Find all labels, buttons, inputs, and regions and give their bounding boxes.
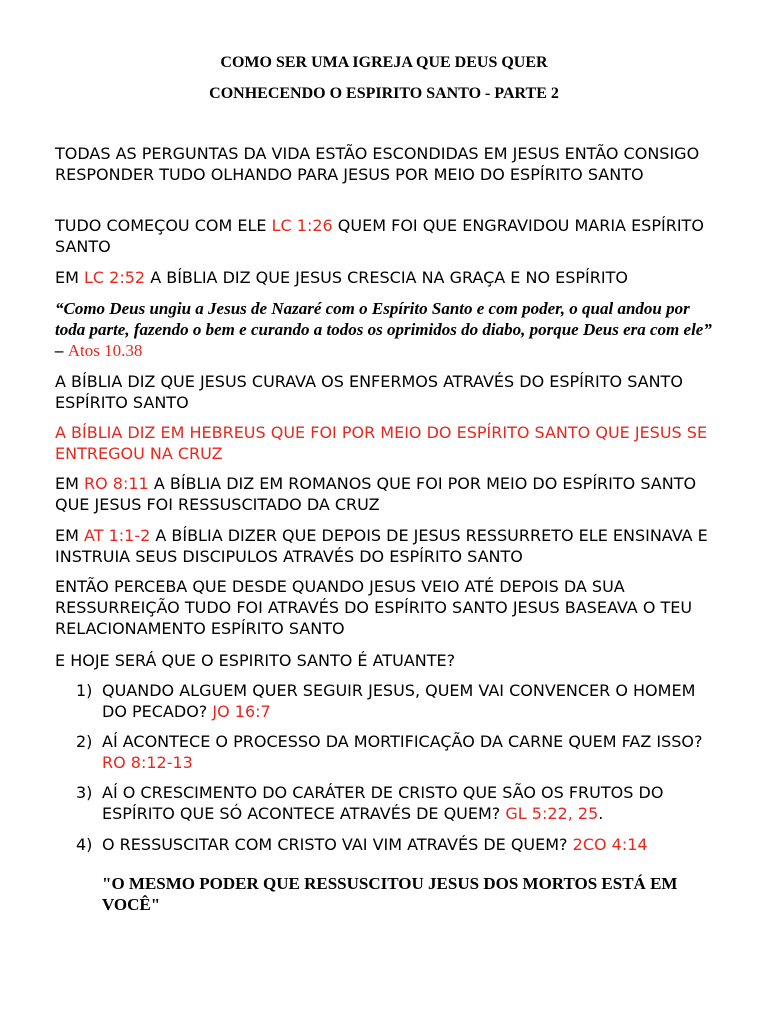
bible-reference: LC 1:26 [271,216,333,235]
paragraph-text: A BÍBLIA DIZER QUE DEPOIS DE JESUS RESSURRETO ELE ENSINAVA E INSTRUIA SEUS DISCIPULOS ATRAVÉS DO ESPÍRITO SANTO [55,526,708,566]
closing-statement: "O MESMO PODER QUE RESSUSCITOU JESUS DOS MORTOS ESTÁ EM VOCÊ" [102,874,678,914]
paragraph-text: EM [55,474,84,493]
document-subtitle: CONHECENDO O ESPIRITO SANTO - PARTE 2 [209,85,559,102]
document-title: COMO SER UMA IGREJA QUE DEUS QUER [220,54,548,71]
bible-reference: LC 2:52 [84,268,146,287]
list-item [76,834,721,855]
list-text: AÍ ACONTECE O PROCESSO DA MORTIFICAÇÃO DA CARNE QUEM FAZ ISSO? [102,732,703,751]
bible-reference: Atos 10.38 [67,341,143,360]
bible-reference: RO 8:12-13 [102,753,193,772]
list-text-after: . [598,804,604,823]
bible-reference: AT 1:1-2 [84,526,151,545]
list-item [76,782,721,824]
bible-reference: 2CO 4:14 [572,835,648,854]
list-text: O RESSUSCITAR COM CRISTO VAI VIM ATRAVÉS DE QUEM? [102,835,573,854]
paragraph-text: TUDO COMEÇOU COM ELE [55,216,272,235]
paragraph-percebam: ENTÃO PERCEBA QUE DESDE QUANDO JESUS VEIO ATÉ DEPOIS DA SUA RESSURREIÇÃO TUDO FOI ATRAVÉS DO ESPÍRITO SANTO JESUS BASEAVA O TEU RELACIONAMENTO ESPÍRITO SANTO [55,577,693,638]
list-text: QUANDO ALGUEM QUER SEGUIR JESUS, QUEM VAI CONVENCER O HOMEM DO PECADO? [102,681,696,721]
list-number: 2) [76,732,93,751]
list-number: 3) [76,783,93,802]
list-item [76,731,721,773]
bible-reference: JO 16:7 [212,702,271,721]
paragraph-text: EM [55,268,84,287]
paragraph-intro: TODAS AS PERGUNTAS DA VIDA ESTÃO ESCONDIDAS EM JESUS ENTÃO CONSIGO RESPONDER TUDO OLHANDO PARA JESUS POR MEIO DO ESPÍRITO SANTO [55,144,700,184]
list-text: AÍ O CRESCIMENTO DO CARÁTER DE CRISTO QUE SÃO OS FRUTOS DO ESPÍRITO QUE SÓ ACONTECE ATRAVÉS DE QUEM? [102,783,664,823]
quote-text: “Como Deus ungiu a Jesus de Nazaré com o Espírito Santo e com poder, o qual andou por toda parte, fazendo o bem e curando a todos os oprimidos do diabo, porque Deus era com ele” – [55,299,712,360]
paragraph-text: A BÍBLIA DIZ EM ROMANOS QUE FOI POR MEIO DO ESPÍRITO SANTO QUE JESUS FOI RESSUSCITADO DA CRUZ [55,474,697,514]
bible-quote [55,298,720,361]
paragraph-curava: A BÍBLIA DIZ QUE JESUS CURAVA OS ENFERMOS ATRAVÉS DO ESPÍRITO SANTO ESPÍRITO SANTO [55,372,683,412]
paragraph-text: A BÍBLIA DIZ QUE JESUS CRESCIA NA GRAÇA E NO ESPÍRITO [145,268,628,287]
list-item [76,680,721,722]
paragraph-text: QUEM FOI QUE ENGRAVIDOU MARIA ESPÍRITO SANTO [55,216,704,256]
paragraph-hebreus: A BÍBLIA DIZ EM HEBREUS QUE FOI POR MEIO DO ESPÍRITO SANTO QUE JESUS SE ENTREGOU NA CRUZ [55,423,708,463]
paragraph-text: EM [55,526,84,545]
paragraph-lc-1-26 [55,215,720,257]
paragraph-at-1-1-2 [55,525,720,567]
paragraph-ro-8-11 [55,473,720,515]
list-number: 4) [76,835,93,854]
paragraph-lc-2-52 [55,267,720,288]
bible-reference: GL 5:22, 25 [505,804,599,823]
list-number: 1) [76,681,93,700]
paragraph-question: E HOJE SERÁ QUE O ESPIRITO SANTO É ATUANTE? [55,651,456,670]
bible-reference: RO 8:11 [84,474,149,493]
